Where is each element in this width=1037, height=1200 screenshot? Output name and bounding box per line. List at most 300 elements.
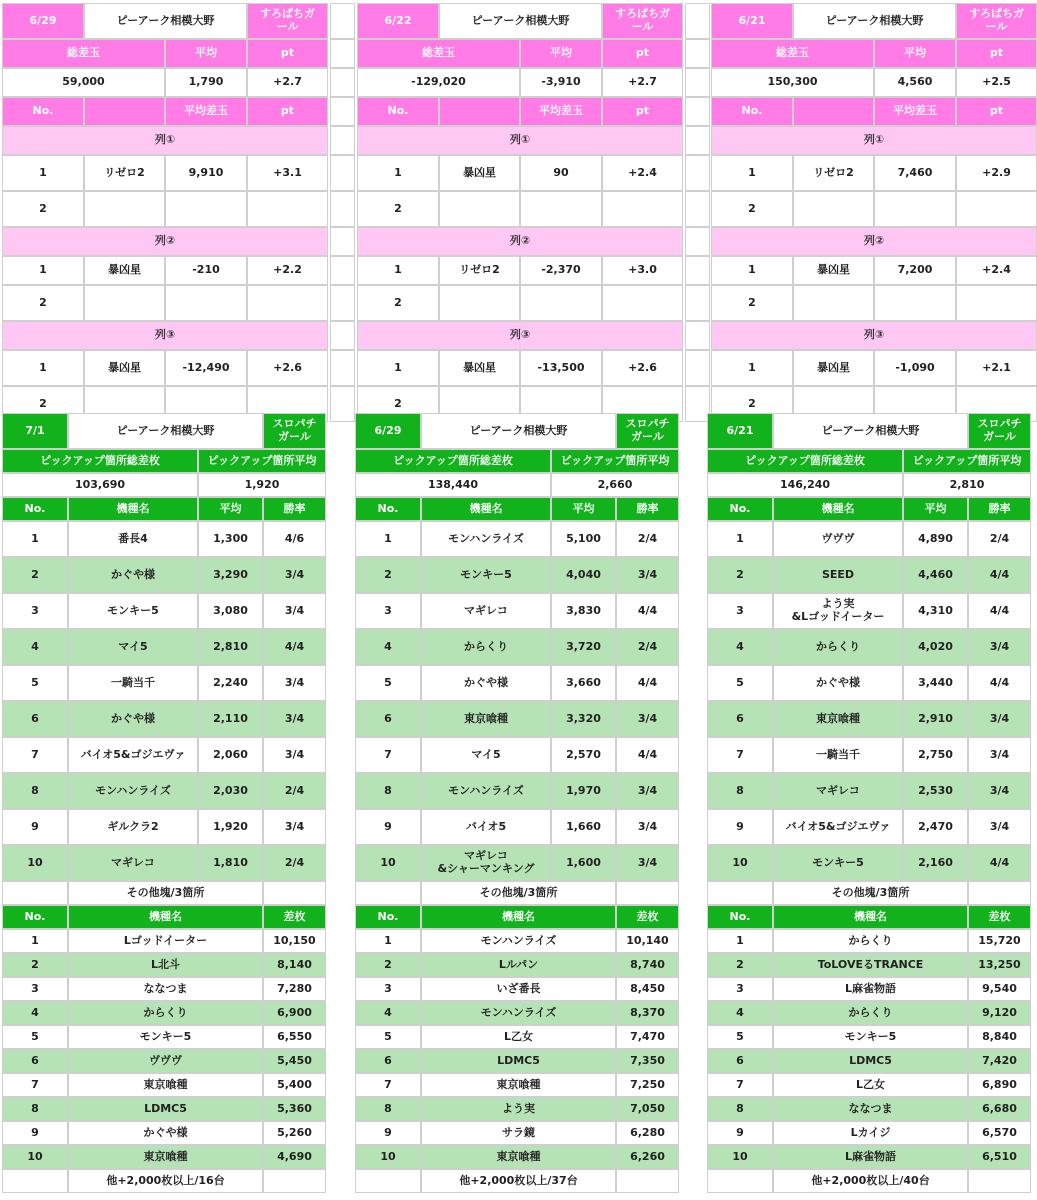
winrate-value: 4/4 bbox=[616, 593, 679, 629]
rank-no: 4 bbox=[707, 629, 773, 665]
machine-name: よう実 bbox=[421, 1097, 616, 1121]
pickup-avg-value: 2,810 bbox=[903, 473, 1031, 497]
rank-no: 9 bbox=[355, 1121, 421, 1145]
table-row bbox=[330, 3, 355, 39]
avg-value: 3,080 bbox=[198, 593, 263, 629]
avg-value: 2,110 bbox=[198, 701, 263, 737]
table-row bbox=[711, 227, 1037, 256]
machine-name: マギレコ bbox=[68, 845, 198, 881]
table-row bbox=[711, 191, 1037, 227]
table-row bbox=[357, 39, 683, 68]
column-group-label: 列③ bbox=[711, 321, 1037, 350]
table-row bbox=[355, 629, 679, 665]
row-no: 2 bbox=[711, 386, 793, 422]
table-row bbox=[2, 1097, 326, 1121]
table-row bbox=[355, 1001, 679, 1025]
rank-no: 6 bbox=[2, 1049, 68, 1073]
table-row bbox=[330, 285, 355, 321]
table-row bbox=[711, 155, 1037, 191]
machine-name: Lルパン bbox=[421, 953, 616, 977]
table-row bbox=[2, 629, 326, 665]
pickup-total-value: 138,440 bbox=[355, 473, 551, 497]
top-table-6-22 bbox=[357, 3, 683, 422]
brand-cell: スロパチガール bbox=[616, 413, 679, 449]
avg-value: 4,890 bbox=[903, 521, 968, 557]
avg-diff-value bbox=[520, 191, 602, 227]
table-row bbox=[685, 155, 710, 191]
diff-value: 6,900 bbox=[263, 1001, 326, 1025]
machine-name: 東京喰種 bbox=[773, 701, 903, 737]
table-row bbox=[2, 1001, 326, 1025]
table-row bbox=[355, 953, 679, 977]
table-row bbox=[707, 593, 1031, 629]
no-header: No. bbox=[2, 905, 68, 929]
column-group-label: 列② bbox=[357, 227, 683, 256]
rank-no: 7 bbox=[707, 1073, 773, 1097]
table-row bbox=[707, 977, 1031, 1001]
diff-value: 8,840 bbox=[968, 1025, 1031, 1049]
pickup-avg-header: ピックアップ箇所平均 bbox=[198, 449, 326, 473]
machine-name: SEED bbox=[773, 557, 903, 593]
machine-name: マギレコ &シャーマンキング bbox=[421, 845, 551, 881]
pickup-avg-value: 1,920 bbox=[198, 473, 326, 497]
rank-no: 3 bbox=[355, 593, 421, 629]
machine-name: かぐや様 bbox=[773, 665, 903, 701]
pt-value: +2.6 bbox=[247, 350, 328, 386]
rank-no: 4 bbox=[707, 1001, 773, 1025]
winrate-value: 4/4 bbox=[616, 737, 679, 773]
diff-value: 15,720 bbox=[968, 929, 1031, 953]
column-group-label: 列③ bbox=[2, 321, 328, 350]
machine-name: 東京喰種 bbox=[421, 701, 551, 737]
store-name: ピーアーク相模大野 bbox=[793, 3, 956, 39]
machine-name: マギレコ bbox=[421, 593, 551, 629]
gap-cell bbox=[330, 39, 355, 68]
machine-name: モンハンライズ bbox=[421, 521, 551, 557]
gap-cell bbox=[685, 350, 710, 386]
table-row bbox=[2, 68, 328, 97]
avg-header: 平均 bbox=[551, 497, 616, 521]
avg-header: 平均 bbox=[874, 39, 956, 68]
machine-name: かぐや様 bbox=[68, 701, 198, 737]
machine-header: 機種名 bbox=[68, 905, 263, 929]
diff-value: 6,680 bbox=[968, 1097, 1031, 1121]
table-row bbox=[357, 68, 683, 97]
table-row bbox=[355, 1025, 679, 1049]
table-row bbox=[711, 285, 1037, 321]
table-row bbox=[355, 413, 679, 449]
column-group-label: 列③ bbox=[357, 321, 683, 350]
diff-value: 10,140 bbox=[616, 929, 679, 953]
table-row bbox=[685, 39, 710, 68]
rank-no: 3 bbox=[2, 593, 68, 629]
machine-header: 機種名 bbox=[68, 497, 198, 521]
rank-no: 8 bbox=[355, 1097, 421, 1121]
machine-name: かぐや様 bbox=[68, 1121, 263, 1145]
no-header: No. bbox=[355, 905, 421, 929]
machine-name: モンキー5 bbox=[421, 557, 551, 593]
row-no: 2 bbox=[711, 285, 793, 321]
gap-cell bbox=[685, 68, 710, 97]
table-row bbox=[707, 773, 1031, 809]
gap-column bbox=[685, 3, 710, 422]
no-header: No. bbox=[2, 97, 84, 126]
table-row bbox=[357, 155, 683, 191]
winrate-value: 4/4 bbox=[968, 557, 1031, 593]
table-row bbox=[2, 1121, 326, 1145]
table-row bbox=[355, 1121, 679, 1145]
store-name: ピーアーク相模大野 bbox=[773, 413, 968, 449]
brand-cell: すろぱちガール bbox=[247, 3, 328, 39]
table-row bbox=[355, 1097, 679, 1121]
gap-cell bbox=[685, 39, 710, 68]
table-row bbox=[2, 449, 326, 473]
pt-value: +2.4 bbox=[956, 256, 1037, 285]
table-row bbox=[2, 497, 326, 521]
table-row bbox=[707, 953, 1031, 977]
pt-value bbox=[247, 285, 328, 321]
rank-no: 7 bbox=[2, 1073, 68, 1097]
winrate-value: 3/4 bbox=[616, 809, 679, 845]
table-row bbox=[707, 1121, 1031, 1145]
pt-value: +2.9 bbox=[956, 155, 1037, 191]
winrate-value: 3/4 bbox=[616, 845, 679, 881]
pt-header: pt bbox=[247, 97, 328, 126]
row-no: 2 bbox=[357, 285, 439, 321]
machine-name: モンキー5 bbox=[773, 845, 903, 881]
gap-cell bbox=[330, 126, 355, 155]
machine-name: ToLOVEるTRANCE bbox=[773, 953, 968, 977]
pt-value: +2.5 bbox=[956, 68, 1037, 97]
rank-no: 2 bbox=[355, 953, 421, 977]
pt-value bbox=[602, 285, 683, 321]
diff-value: 9,540 bbox=[968, 977, 1031, 1001]
table-row bbox=[2, 665, 326, 701]
gap-cell bbox=[330, 3, 355, 39]
avg-header: 平均 bbox=[165, 39, 247, 68]
rank-no: 2 bbox=[355, 557, 421, 593]
table-row bbox=[2, 350, 328, 386]
rank-no: 5 bbox=[2, 665, 68, 701]
pickup-total-header: ピックアップ箇所総差枚 bbox=[355, 449, 551, 473]
column-group-label: 列① bbox=[711, 126, 1037, 155]
date-cell: 6/29 bbox=[2, 3, 84, 39]
blank-header bbox=[84, 97, 165, 126]
avg-value: 3,720 bbox=[551, 629, 616, 665]
pt-value bbox=[247, 191, 328, 227]
table-row bbox=[707, 473, 1031, 497]
diff-value: 7,350 bbox=[616, 1049, 679, 1073]
winrate-value: 3/4 bbox=[263, 737, 326, 773]
pt-value: +2.6 bbox=[602, 350, 683, 386]
machine-name: 東京喰種 bbox=[68, 1145, 263, 1169]
machine-name: L麻雀物語 bbox=[773, 1145, 968, 1169]
table-row bbox=[2, 126, 328, 155]
winrate-value: 3/4 bbox=[263, 701, 326, 737]
brand-cell: すろぱちガール bbox=[956, 3, 1037, 39]
machine-name: かぐや様 bbox=[421, 665, 551, 701]
table-row bbox=[685, 126, 710, 155]
table-row bbox=[707, 557, 1031, 593]
rank-no: 5 bbox=[2, 1025, 68, 1049]
row-no: 1 bbox=[711, 256, 793, 285]
avg-diff-value: -1,090 bbox=[874, 350, 956, 386]
table-row bbox=[707, 1097, 1031, 1121]
avg-value: 2,240 bbox=[198, 665, 263, 701]
machine-name: 東京喰種 bbox=[421, 1073, 616, 1097]
blank-header bbox=[793, 97, 874, 126]
gap-column bbox=[330, 3, 355, 422]
table-row bbox=[357, 191, 683, 227]
table-row bbox=[2, 521, 326, 557]
rank-no: 8 bbox=[2, 1097, 68, 1121]
table-row bbox=[355, 845, 679, 881]
pt-value: +2.7 bbox=[247, 68, 328, 97]
table-row bbox=[2, 773, 326, 809]
machine-name: L乙女 bbox=[421, 1025, 616, 1049]
pt-value: +2.2 bbox=[247, 256, 328, 285]
pickup-avg-header: ピックアップ箇所平均 bbox=[551, 449, 679, 473]
rank-no: 9 bbox=[707, 809, 773, 845]
rank-no: 9 bbox=[2, 1121, 68, 1145]
blank-cell bbox=[616, 1169, 679, 1193]
table-row bbox=[355, 665, 679, 701]
machine-name: サラ鏡 bbox=[421, 1121, 616, 1145]
gap-cell bbox=[685, 3, 710, 39]
table-row bbox=[355, 449, 679, 473]
blank-cell bbox=[355, 1169, 421, 1193]
machine-name: 暴凶星 bbox=[84, 256, 165, 285]
table-row bbox=[707, 629, 1031, 665]
avg-value: 1,600 bbox=[551, 845, 616, 881]
machine-name: 暴凶星 bbox=[793, 256, 874, 285]
table-row bbox=[2, 3, 328, 39]
avg-diff-value: 7,200 bbox=[874, 256, 956, 285]
winrate-value: 3/4 bbox=[968, 773, 1031, 809]
table-row bbox=[357, 3, 683, 39]
blank-cell bbox=[263, 1169, 326, 1193]
row-no: 2 bbox=[2, 191, 84, 227]
gap-cell bbox=[330, 256, 355, 285]
machine-name: いざ番長 bbox=[421, 977, 616, 1001]
rank-no: 9 bbox=[355, 809, 421, 845]
table-row bbox=[357, 256, 683, 285]
machine-name: モンキー5 bbox=[68, 1025, 263, 1049]
footer-note: 他+2,000枚以上/16台 bbox=[68, 1169, 263, 1193]
gap-cell bbox=[330, 191, 355, 227]
rank-no: 4 bbox=[2, 1001, 68, 1025]
bottom-table-7-1 bbox=[2, 413, 326, 1193]
rank-no: 1 bbox=[355, 521, 421, 557]
pickup-avg-value: 2,660 bbox=[551, 473, 679, 497]
rank-no: 7 bbox=[355, 1073, 421, 1097]
rank-no: 2 bbox=[2, 557, 68, 593]
table-row bbox=[685, 256, 710, 285]
table-row bbox=[355, 557, 679, 593]
table-row bbox=[357, 350, 683, 386]
total-value: -129,020 bbox=[357, 68, 520, 97]
table-row bbox=[355, 809, 679, 845]
machine-name: モンキー5 bbox=[68, 593, 198, 629]
table-row bbox=[685, 285, 710, 321]
row-no: 1 bbox=[711, 350, 793, 386]
gap-cell bbox=[685, 191, 710, 227]
winrate-header: 勝率 bbox=[616, 497, 679, 521]
blank-cell bbox=[616, 881, 679, 905]
avg-diff-value: -12,490 bbox=[165, 350, 247, 386]
avg-value: 2,910 bbox=[903, 701, 968, 737]
rank-no: 2 bbox=[2, 953, 68, 977]
table-row bbox=[330, 126, 355, 155]
machine-name: モンハンライズ bbox=[421, 1001, 616, 1025]
table-row bbox=[685, 3, 710, 39]
avg-value: 3,830 bbox=[551, 593, 616, 629]
rank-no: 6 bbox=[2, 701, 68, 737]
column-group-label: 列① bbox=[357, 126, 683, 155]
table-row bbox=[2, 191, 328, 227]
winrate-value: 4/4 bbox=[616, 665, 679, 701]
pt-header: pt bbox=[602, 97, 683, 126]
row-no: 2 bbox=[711, 191, 793, 227]
footer-note: 他+2,000枚以上/40台 bbox=[773, 1169, 968, 1193]
winrate-value: 3/4 bbox=[968, 809, 1031, 845]
date-cell: 6/22 bbox=[357, 3, 439, 39]
brand-cell: すろぱちガール bbox=[602, 3, 683, 39]
diff-value: 13,250 bbox=[968, 953, 1031, 977]
rank-no: 1 bbox=[2, 929, 68, 953]
table-row bbox=[330, 191, 355, 227]
diff-value: 7,050 bbox=[616, 1097, 679, 1121]
table-row bbox=[355, 905, 679, 929]
diff-value: 8,140 bbox=[263, 953, 326, 977]
no-header: No. bbox=[357, 97, 439, 126]
winrate-value: 3/4 bbox=[616, 701, 679, 737]
diff-value: 7,250 bbox=[616, 1073, 679, 1097]
machine-name: リゼロ2 bbox=[793, 155, 874, 191]
table-row bbox=[355, 1145, 679, 1169]
avg-value: 2,160 bbox=[903, 845, 968, 881]
rank-no: 3 bbox=[355, 977, 421, 1001]
diff-value: 6,260 bbox=[616, 1145, 679, 1169]
avg-value: 4,310 bbox=[903, 593, 968, 629]
pt-header: pt bbox=[956, 97, 1037, 126]
pt-value: +2.1 bbox=[956, 350, 1037, 386]
other-note: その他塊/3箇所 bbox=[773, 881, 968, 905]
table-row bbox=[355, 1049, 679, 1073]
avg-value: 3,440 bbox=[903, 665, 968, 701]
table-row bbox=[2, 155, 328, 191]
table-row bbox=[2, 953, 326, 977]
machine-name: からくり bbox=[773, 1001, 968, 1025]
diff-value: 8,450 bbox=[616, 977, 679, 1001]
rank-no: 10 bbox=[707, 845, 773, 881]
avg-value: 4,460 bbox=[903, 557, 968, 593]
blank-cell bbox=[2, 881, 68, 905]
table-row bbox=[711, 350, 1037, 386]
machine-name: リゼロ2 bbox=[439, 256, 520, 285]
table-row bbox=[707, 1073, 1031, 1097]
table-row bbox=[707, 1169, 1031, 1193]
rank-no: 7 bbox=[2, 737, 68, 773]
rank-no: 8 bbox=[707, 1097, 773, 1121]
avg-value: -3,910 bbox=[520, 68, 602, 97]
table-row bbox=[711, 321, 1037, 350]
table-row bbox=[2, 473, 326, 497]
machine-name: L乙女 bbox=[773, 1073, 968, 1097]
rank-no: 5 bbox=[355, 665, 421, 701]
avg-value: 3,660 bbox=[551, 665, 616, 701]
machine-name: LDMC5 bbox=[421, 1049, 616, 1073]
pt-header: pt bbox=[602, 39, 683, 68]
row-no: 1 bbox=[2, 350, 84, 386]
winrate-value: 2/4 bbox=[616, 521, 679, 557]
table-row bbox=[330, 321, 355, 350]
table-row bbox=[330, 350, 355, 386]
table-row bbox=[707, 1145, 1031, 1169]
table-row bbox=[2, 809, 326, 845]
machine-name: モンハンライズ bbox=[421, 929, 616, 953]
pickup-total-value: 146,240 bbox=[707, 473, 903, 497]
machine-name bbox=[793, 191, 874, 227]
diff-value: 5,450 bbox=[263, 1049, 326, 1073]
pt-value: +3.0 bbox=[602, 256, 683, 285]
pickup-total-header: ピックアップ箇所総差枚 bbox=[2, 449, 198, 473]
avg-header: 平均 bbox=[520, 39, 602, 68]
table-row bbox=[685, 350, 710, 386]
table-row bbox=[2, 1169, 326, 1193]
avg-value: 4,040 bbox=[551, 557, 616, 593]
machine-name: モンキー5 bbox=[773, 1025, 968, 1049]
winrate-header: 勝率 bbox=[263, 497, 326, 521]
no-header: No. bbox=[711, 97, 793, 126]
row-no: 2 bbox=[357, 191, 439, 227]
diff-value: 7,420 bbox=[968, 1049, 1031, 1073]
gap-cell bbox=[685, 155, 710, 191]
table-row bbox=[2, 413, 326, 449]
gap-cell bbox=[330, 321, 355, 350]
total-value: 59,000 bbox=[2, 68, 165, 97]
winrate-value: 3/4 bbox=[263, 665, 326, 701]
avg-diff-value: 9,910 bbox=[165, 155, 247, 191]
table-row bbox=[330, 97, 355, 126]
table-row bbox=[707, 1025, 1031, 1049]
machine-header: 機種名 bbox=[421, 497, 551, 521]
date-cell: 6/21 bbox=[711, 3, 793, 39]
no-header: No. bbox=[707, 497, 773, 521]
bottom-table-6-21 bbox=[707, 413, 1031, 1193]
table-row bbox=[707, 881, 1031, 905]
machine-header: 機種名 bbox=[421, 905, 616, 929]
machine-name: 暴凶星 bbox=[84, 350, 165, 386]
table-row bbox=[707, 449, 1031, 473]
avg-diff-header: 平均差玉 bbox=[874, 97, 956, 126]
diff-value: 10,150 bbox=[263, 929, 326, 953]
table-row bbox=[707, 737, 1031, 773]
pickup-total-header: ピックアップ箇所総差枚 bbox=[707, 449, 903, 473]
pt-value: +3.1 bbox=[247, 155, 328, 191]
table-row bbox=[685, 97, 710, 126]
table-row bbox=[711, 126, 1037, 155]
avg-diff-value: 7,460 bbox=[874, 155, 956, 191]
machine-name: マイ5 bbox=[68, 629, 198, 665]
winrate-value: 3/4 bbox=[968, 629, 1031, 665]
avg-diff-value bbox=[165, 191, 247, 227]
table-row bbox=[707, 1049, 1031, 1073]
row-no: 1 bbox=[711, 155, 793, 191]
avg-diff-header: 平均差玉 bbox=[520, 97, 602, 126]
footer-note: 他+2,000枚以上/37台 bbox=[421, 1169, 616, 1193]
machine-name: Lカイジ bbox=[773, 1121, 968, 1145]
